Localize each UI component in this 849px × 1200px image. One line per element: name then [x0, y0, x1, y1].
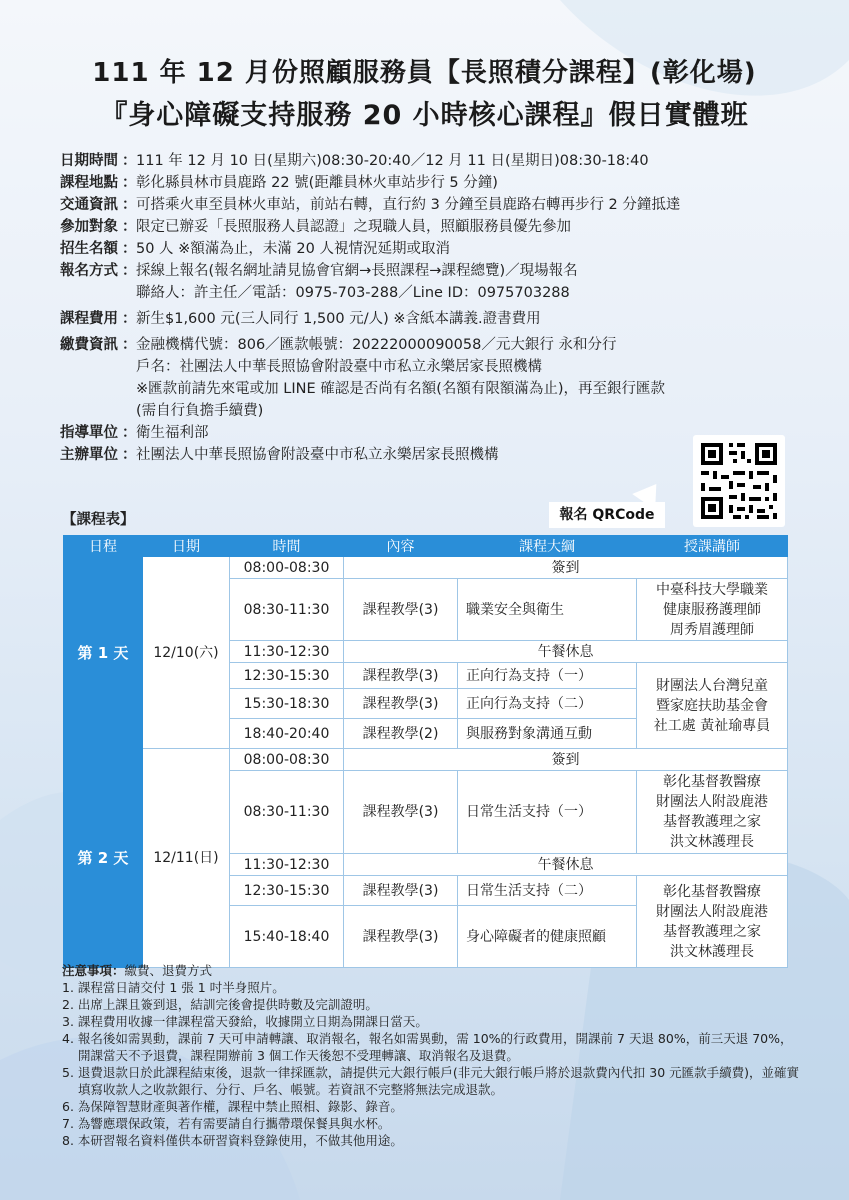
- time-cell: 11:30-12:30: [230, 854, 344, 876]
- info-value: 聯絡人：許主任／電話：0975-703-288／Line ID：0975703288: [136, 285, 570, 301]
- info-row-transport: 交通資訊 ： 可搭乘火車至員林火車站，前站右轉，直行約 3 分鐘至員鹿路右轉再步行 2 分鐘抵達: [60, 194, 820, 216]
- info-row-participants: 參加對象 ： 限定已辦妥「長照服務人員認證」之現職人員，照顧服務員優先參加: [60, 216, 820, 238]
- outline-cell: 日常生活支持（一）: [458, 771, 637, 854]
- header-cell: 內容: [344, 536, 458, 557]
- content-cell: 課程教學(3): [344, 663, 458, 689]
- info-row-contact: [60, 282, 820, 304]
- time-cell: 15:30-18:30: [230, 689, 344, 719]
- outline-cell: 身心障礙者的健康照顧: [458, 906, 637, 968]
- registration-qr-code[interactable]: [693, 435, 785, 527]
- lecturer-line: 彰化基督教醫療: [663, 774, 761, 790]
- page-title: 111 年 12 月份照顧服務員【長照積分課程】(彰化場): [92, 58, 757, 88]
- page-subtitle: 『身心障礙支持服務 20 小時核心課程』假日實體班: [100, 100, 749, 131]
- info-value: 111 年 12 月 10 日(星期六)08:30-20:40／12 月 11 日(星期日)08:30-18:40: [136, 153, 649, 169]
- schedule-table: [63, 535, 788, 968]
- note-item: 4. 報名後如需異動，課前 7 天可申請轉讓、取消報名，報名如需異動，需 10%的行政費用，開課前 7 天退 80%，前三天退 70%，開課當天不予退費，課程開辦前 3 個工作天後恕不受理轉讓、取消報名及退費。: [62, 1031, 793, 1063]
- info-row-payment-fee: [60, 400, 820, 422]
- schedule-label: 【課程表】: [62, 512, 135, 528]
- merged-cell: 午餐休息: [344, 641, 788, 663]
- info-key: 招生名額: [60, 241, 118, 257]
- info-row-location: 課程地點 ： 彰化縣員林市員鹿路 22 號(距離員林火車站步行 5 分鐘): [60, 172, 820, 194]
- info-row-fee: 課程費用 ： 新生$1,600 元(三人同行 1,500 元/人) ※含紙本講義.證書費用: [60, 308, 820, 330]
- info-value: 戶名：社團法人中華長照協會附設臺中市私立永樂居家長照機構: [136, 359, 542, 375]
- day-cell: 第 2 天: [64, 749, 143, 968]
- note-item: 3. 課程費用收據一律課程當天發給，收據開立日期為開課日當天。: [62, 1014, 428, 1029]
- info-value: (需自行負擔手續費): [136, 403, 264, 419]
- info-row-organizer: 主辦單位 ： 社團法人中華長照協會附設臺中市私立永樂居家長照機構: [60, 444, 820, 466]
- info-key: 報名方式: [60, 263, 118, 279]
- info-key: 課程地點: [60, 175, 118, 191]
- lecturer-line: 基督教護理之家: [663, 923, 761, 940]
- time-cell: 08:00-08:30: [230, 557, 344, 579]
- info-value: 50 人 ※額滿為止，未滿 20 人視情況延期或取消: [136, 241, 450, 257]
- lecturer-line: 財團法人附設鹿港: [656, 794, 768, 810]
- time-cell: 18:40-20:40: [230, 719, 344, 749]
- info-value: 彰化縣員林市員鹿路 22 號(距離員林火車站步行 5 分鐘): [136, 175, 498, 191]
- content-cell: 課程教學(3): [344, 906, 458, 968]
- outline-cell: 職業安全與衛生: [458, 579, 637, 641]
- info-value: ※匯款前請先來電或加 LINE 確認是否尚有名額(名額有限額滿為止)，再至銀行匯款: [136, 381, 666, 397]
- content-cell: 課程教學(3): [344, 579, 458, 641]
- lecturer-line: 周秀眉護理師: [670, 621, 754, 638]
- time-cell: 08:30-11:30: [230, 771, 344, 854]
- info-key: 日期時間: [60, 153, 118, 169]
- course-info: [60, 150, 820, 466]
- lecturer-line: 暨家庭扶助基金會: [656, 697, 768, 714]
- lecturer-cell: [637, 663, 788, 749]
- note-item: 2. 出席上課且簽到退，結訓完後會提供時數及完訓證明。: [62, 997, 378, 1012]
- day-cell: 第 1 天: [64, 557, 143, 749]
- info-row-registration: 報名方式 ： 採線上報名(報名網址請見協會官網→長照課程→課程總覽)／現場報名: [60, 260, 820, 282]
- content-cell: 課程教學(2): [344, 719, 458, 749]
- note-item: 6. 為保障智慧財產與著作權，課程中禁止照相、錄影、錄音。: [62, 1099, 403, 1114]
- notes-heading: [62, 962, 802, 979]
- time-cell: 08:30-11:30: [230, 579, 344, 641]
- info-row-account-name: [60, 356, 820, 378]
- info-value: 衛生福利部: [136, 425, 209, 441]
- notes-title: 注意事項：: [62, 963, 125, 978]
- lecturer-cell: [637, 771, 788, 854]
- info-value: 社團法人中華長照協會附設臺中市私立永樂居家長照機構: [136, 447, 499, 463]
- date-cell: 12/11(日): [143, 749, 230, 968]
- info-value: 可搭乘火車至員林火車站，前站右轉，直行約 3 分鐘至員鹿路右轉再步行 2 分鐘抵達: [136, 197, 681, 213]
- table-row: [64, 557, 788, 579]
- header-cell: 課程大綱: [458, 536, 637, 557]
- content-cell: 課程教學(3): [344, 771, 458, 854]
- lecturer-line: 基督教護理之家: [663, 814, 761, 830]
- info-key: 繳費資訊: [60, 337, 118, 353]
- lecturer-line: 洪文林護理長: [670, 943, 754, 960]
- lecturer-line: 財團法人台灣兒童: [656, 677, 768, 694]
- header-cell: 日程: [64, 536, 143, 557]
- qr-code-icon: [693, 435, 785, 527]
- notes-title-rest: 繳費、退費方式: [124, 963, 213, 978]
- info-row-payment: 繳費資訊 ： 金融機構代號：806／匯款帳號：20222000090058／元大銀行 永和分行: [60, 334, 820, 356]
- info-row-datetime: 日期時間 ： 111 年 12 月 10 日(星期六)08:30-20:40／12 月 11 日(星期日)08:30-18:40: [60, 150, 820, 172]
- note-item: 8. 本研習報名資料僅供本研習資料登錄使用，不做其他用途。: [62, 1133, 403, 1148]
- outline-cell: 正向行為支持（二）: [458, 689, 637, 719]
- merged-cell: 簽到: [344, 749, 788, 771]
- header-cell: 授課講師: [637, 536, 788, 557]
- time-cell: 08:00-08:30: [230, 749, 344, 771]
- header-cell: 時間: [230, 536, 344, 557]
- info-key: 交通資訊: [60, 197, 118, 213]
- table-header-row: [64, 536, 788, 557]
- info-row-supervisor: 指導單位 ： 衛生福利部: [60, 422, 820, 444]
- merged-cell: 午餐休息: [344, 854, 788, 876]
- header-cell: 日期: [143, 536, 230, 557]
- lecturer-line: 健康服務護理師: [663, 601, 761, 618]
- date-cell: 12/10(六): [143, 557, 230, 749]
- time-cell: 15:40-18:40: [230, 906, 344, 968]
- content-cell: 課程教學(3): [344, 876, 458, 906]
- lecturer-line: 社工處 黃祉瑜專員: [653, 717, 771, 734]
- qr-label: 報名 QRCode: [559, 507, 655, 523]
- merged-cell: 簽到: [344, 557, 788, 579]
- lecturer-line: 洪文林護理長: [670, 834, 754, 850]
- lecturer-line: 彰化基督教醫療: [663, 883, 761, 900]
- note-item: 1. 課程當日請交付 1 張 1 吋半身照片。: [62, 980, 285, 995]
- info-key: 課程費用: [60, 311, 118, 327]
- info-value: 金融機構代號：806／匯款帳號：20222000090058／元大銀行 永和分行: [136, 337, 617, 353]
- outline-cell: 與服務對象溝通互動: [458, 719, 637, 749]
- table-row: [64, 749, 788, 771]
- info-key: 指導單位: [60, 425, 118, 441]
- info-row-payment-note: [60, 378, 820, 400]
- content-cell: 課程教學(3): [344, 689, 458, 719]
- note-item: 7. 為響應環保政策，若有需要請自行攜帶環保餐具與水杯。: [62, 1116, 391, 1131]
- info-value: 採線上報名(報名網址請見協會官網→長照課程→課程總覽)／現場報名: [136, 263, 578, 279]
- info-key: 參加對象: [60, 219, 118, 235]
- time-cell: 12:30-15:30: [230, 663, 344, 689]
- info-row-quota: 招生名額 ： 50 人 ※額滿為止，未滿 20 人視情況延期或取消: [60, 238, 820, 260]
- lecturer-cell: [637, 579, 788, 641]
- lecturer-line: 中臺科技大學職業: [656, 581, 768, 598]
- info-value: 限定已辦妥「長照服務人員認證」之現職人員，照顧服務員優先參加: [136, 219, 571, 235]
- outline-cell: 正向行為支持（一）: [458, 663, 637, 689]
- lecturer-line: 財團法人附設鹿港: [656, 903, 768, 920]
- time-cell: 11:30-12:30: [230, 641, 344, 663]
- lecturer-cell: [637, 876, 788, 968]
- info-key: 主辦單位: [60, 447, 118, 463]
- outline-cell: 日常生活支持（二）: [458, 876, 637, 906]
- note-item: 5. 退費退款日於此課程結束後，退款一律採匯款，請提供元大銀行帳戶(非元大銀行帳戶將於退款費內代扣 30 元匯款手續費)，並確實填寫收款人之收款銀行、分行、戶名、帳號。若資訊不完整將無法完成退款。: [62, 1065, 800, 1097]
- time-cell: 12:30-15:30: [230, 876, 344, 906]
- notes-section: [62, 962, 802, 1149]
- info-value: 新生$1,600 元(三人同行 1,500 元/人) ※含紙本講義.證書費用: [136, 311, 541, 327]
